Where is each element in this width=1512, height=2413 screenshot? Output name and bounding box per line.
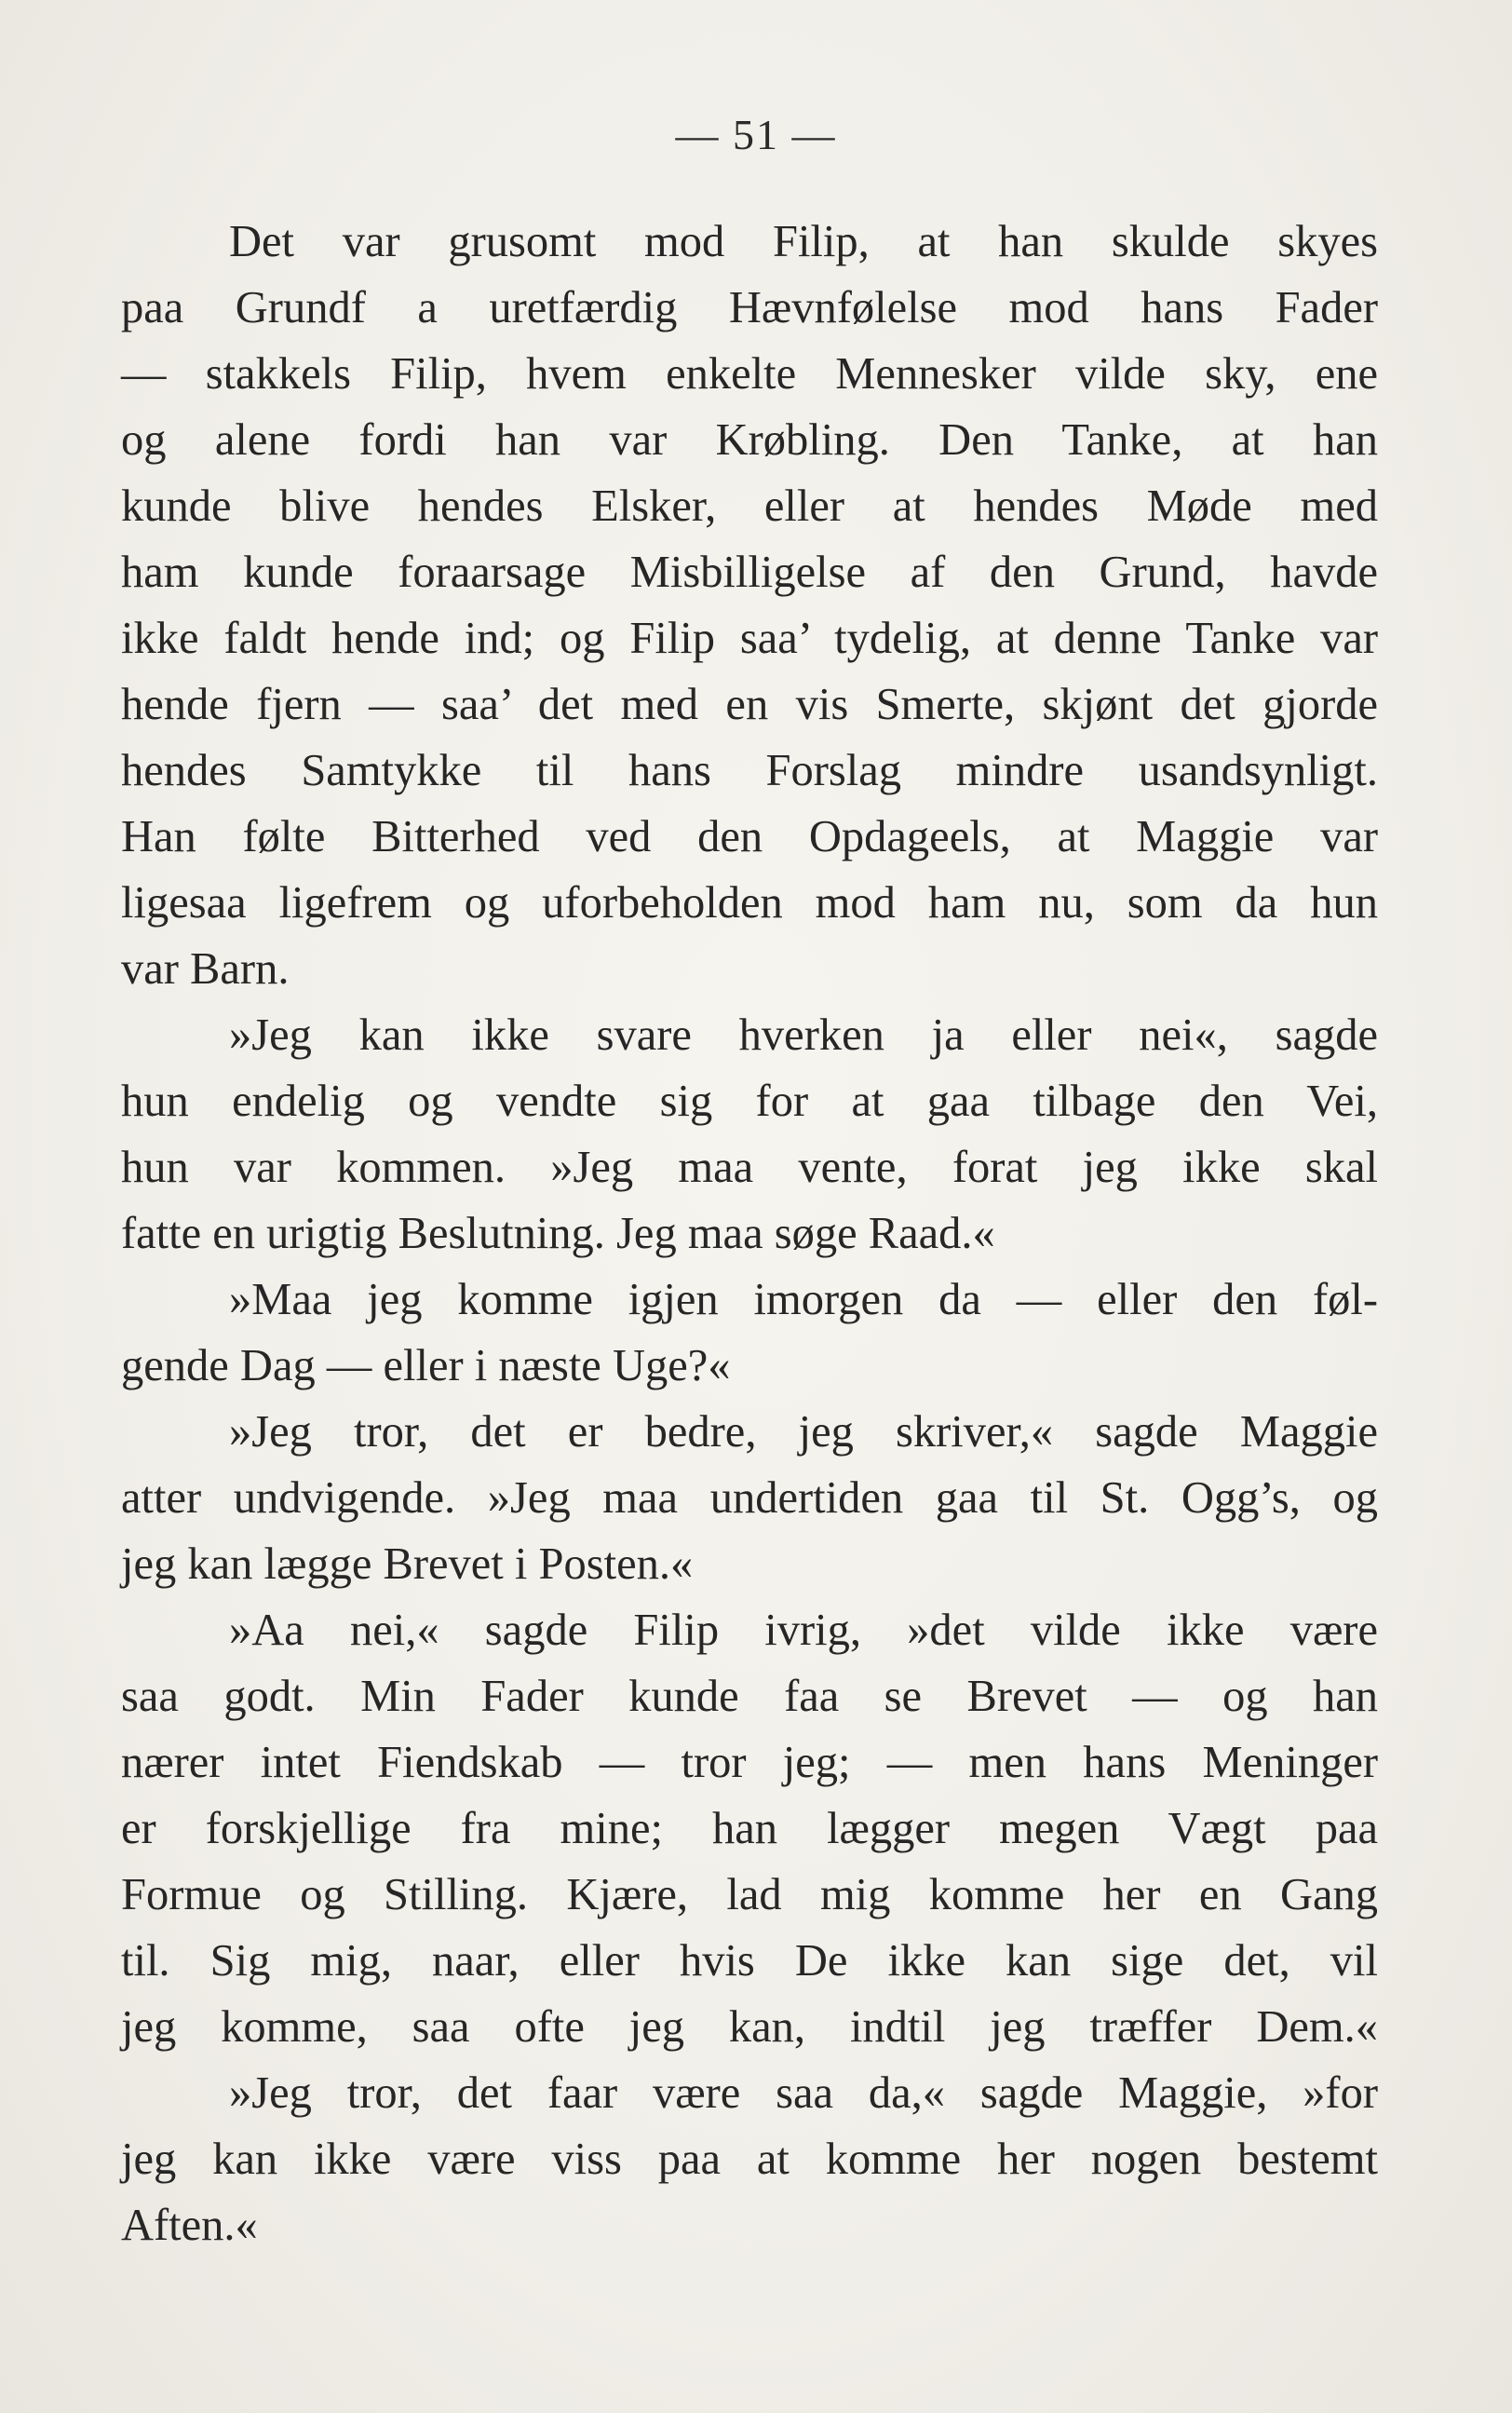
text-line: jeg kan lægge Brevet i Posten.« [121,1539,694,1589]
text-line: atter undvigende. »Jeg maa undertiden gaa til St. Ogg’s, og [121,1473,1378,1523]
page-number: — 51 — [675,111,837,158]
text-line: hun var kommen. »Jeg maa vente, forat jeg ikke skal [121,1143,1378,1192]
text-line: »Jeg tror, det er bedre, jeg skriver,« sagde Maggie [229,1407,1378,1457]
text-line: var Barn. [121,944,290,994]
text-line: nærer intet Fiendskab — tror jeg; — men hans Meninger [121,1738,1378,1787]
body-text [121,209,1378,2258]
text-line: »Jeg tror, det faar være saa da,« sagde Maggie, »for [229,2068,1378,2118]
text-line: Han følte Bitterhed ved den Opdageels, at Maggie var [121,812,1378,861]
text-line: hendes Samtykke til hans Forslag mindre usandsynligt. [121,746,1378,795]
text-line: fatte en urigtig Beslutning. Jeg maa søge Raad.« [121,1209,995,1258]
text-line: jeg kan ikke være viss paa at komme her nogen bestemt [121,2135,1378,2184]
text-line: og alene fordi han var Krøbling. Den Tanke, at han [121,415,1378,465]
text-line: »Aa nei,« sagde Filip ivrig, »det vilde ikke være [229,1606,1378,1655]
text-line: Formue og Stilling. Kjære, lad mig komme her en Gang [121,1870,1378,1919]
text-line: »Jeg kan ikke svare hverken ja eller nei«, sagde [229,1010,1378,1060]
text-line: ligesaa ligefrem og uforbeholden mod ham nu, som da hun [121,878,1378,928]
text-line: jeg komme, saa ofte jeg kan, indtil jeg træffer Dem.« [121,2002,1378,2052]
text-line: »Maa jeg komme igjen imorgen da — eller den føl- [229,1275,1378,1324]
text-line: hende fjern — saa’ det med en vis Smerte, skjønt det gjorde [121,680,1378,729]
text-line: til. Sig mig, naar, eller hvis De ikke kan sige det, vil [121,1936,1378,1986]
text-line: paa Grundf a uretfærdig Hævnfølelse mod hans Fader [121,283,1378,332]
text-line: kunde blive hendes Elsker, eller at hendes Møde med [121,481,1378,531]
text-line: saa godt. Min Fader kunde faa se Brevet — og han [121,1672,1378,1721]
text-line: Det var grusomt mod Filip, at han skulde skyes [229,217,1378,266]
text-line: ham kunde foraarsage Misbilligelse af den Grund, havde [121,548,1378,597]
text-line: hun endelig og vendte sig for at gaa tilbage den Vei, [121,1077,1378,1126]
text-line: er forskjellige fra mine; han lægger megen Vægt paa [121,1804,1378,1853]
text-line: gende Dag — eller i næste Uge?« [121,1341,731,1390]
text-line: ikke faldt hende ind; og Filip saa’ tydelig, at denne Tanke var [121,614,1378,663]
text-line: — stakkels Filip, hvem enkelte Mennesker vilde sky, ene [121,349,1378,399]
text-line: Aften.« [121,2201,258,2250]
